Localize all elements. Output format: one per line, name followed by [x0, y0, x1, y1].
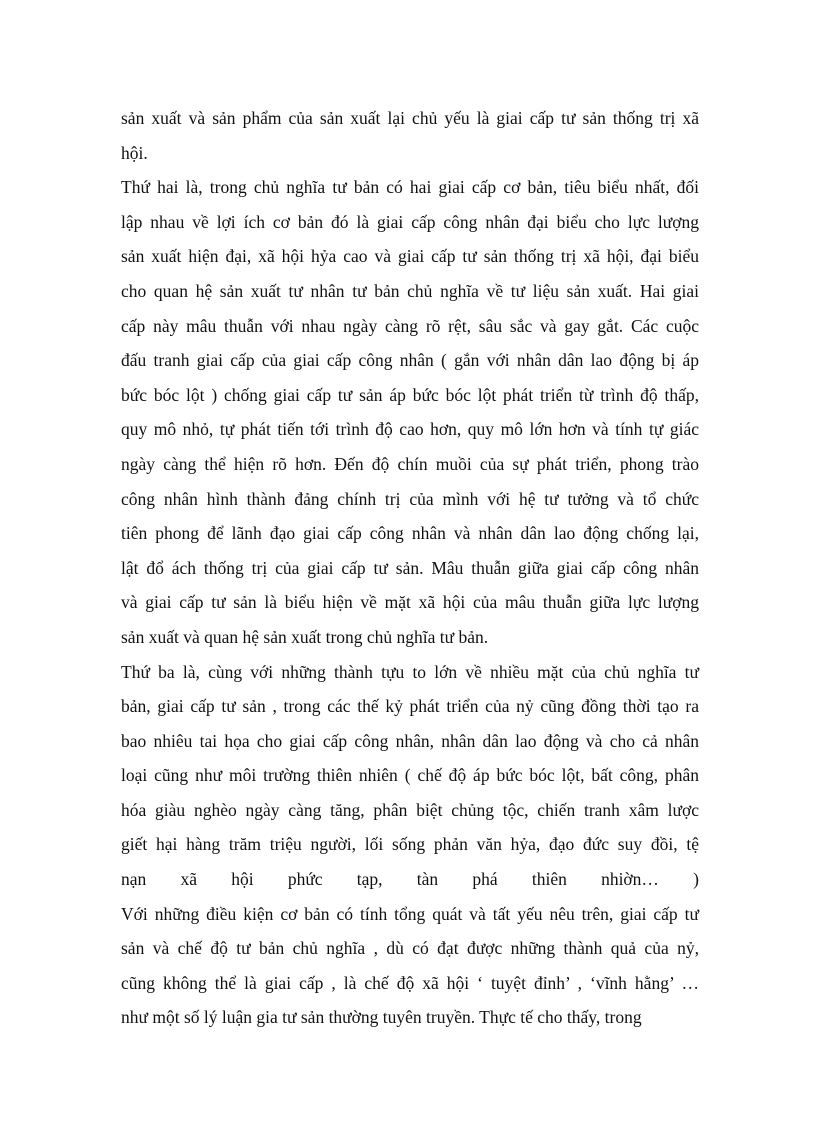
- text-line: Thứ hai là, trong chủ nghĩa tư bản có hai giai cấp cơ bản, tiêu biểu nhất, đối: [121, 177, 699, 198]
- text-line: lập nhau về lợi ích cơ bản đó là giai cấp công nhân đại biểu cho lực lượng: [121, 211, 699, 232]
- text-line: bức bóc lột ) chống giai cấp tư sản áp bức bóc lột phát triển từ trình độ thấp,: [121, 384, 699, 405]
- text-line: và giai cấp tư sản là biểu hiện về mặt xã hội của mâu thuẫn giữa lực lượng: [121, 592, 699, 613]
- text-line: sản và chế độ tư bản chủ nghĩa , dù có đạt được những thành quả của nỷ,: [121, 938, 699, 959]
- text-line: đấu tranh giai cấp của giai cấp công nhân ( gắn với nhân dân lao động bị áp: [121, 350, 699, 371]
- text-line: giết hại hàng trăm triệu người, lối sống phản văn hỷa, đạo đức suy đồi, tệ: [121, 834, 699, 855]
- text-line: hội.: [121, 142, 148, 163]
- text-line: cũng không thể là giai cấp , là chế độ xã hội ‘ tuyệt đỉnh’ , ‘vĩnh hằng’ …: [121, 972, 699, 993]
- text-line: nạn xã hội phức tạp, tàn phá thiên nhiờn… ): [121, 869, 699, 890]
- text-line: lật đổ ách thống trị của giai cấp tư sản. Mâu thuẫn giữa giai cấp công nhân: [121, 557, 699, 578]
- text-line: sản xuất và sản phẩm của sản xuất lại chủ yếu là giai cấp tư sản thống trị xã: [121, 108, 699, 128]
- text-line: bản, giai cấp tư sản , trong các thế kỷ phát triển của nỷ cũng đồng thời tạo ra: [121, 696, 699, 717]
- text-line: Với những điều kiện cơ bản có tính tổng quát và tất yếu nêu trên, giai cấp tư: [121, 903, 699, 924]
- text-line: ngày càng thể hiện rõ hơn. Đến độ chín muồi của sự phát triển, phong trào: [121, 453, 699, 474]
- body-text: [121, 101, 699, 1035]
- text-line: cấp này mâu thuẫn với nhau ngày càng rõ rệt, sâu sắc và gay gắt. Các cuộc: [121, 315, 699, 336]
- text-line: bao nhiêu tai họa cho giai cấp công nhân, nhân dân lao động và cho cả nhân: [121, 730, 699, 751]
- text-line: sản xuất hiện đại, xã hội hỷa cao và giai cấp tư sản thống trị xã hội, đại biểu: [121, 246, 699, 267]
- text-line: Thứ ba là, cùng với những thành tựu to lớn về nhiều mặt của chủ nghĩa tư: [121, 661, 699, 682]
- text-line: hóa giàu nghèo ngày càng tăng, phân biệt chủng tộc, chiến tranh xâm lược: [121, 799, 699, 820]
- text-line: sản xuất và quan hệ sản xuất trong chủ nghĩa tư bản.: [121, 626, 489, 647]
- text-line: loại cũng như môi trường thiên nhiên ( chế độ áp bức bóc lột, bất công, phân: [121, 765, 699, 786]
- text-line: cho quan hệ sản xuất tư nhân tư bản chủ nghĩa về tư liệu sản xuất. Hai giai: [121, 280, 699, 301]
- text-line: tiên phong để lãnh đạo giai cấp công nhân và nhân dân lao động chống lại,: [121, 523, 699, 544]
- text-line: công nhân hình thành đảng chính trị của mình với hệ tư tưởng và tổ chức: [121, 488, 699, 509]
- text-line: quy mô nhỏ, tự phát tiến tới trình độ cao hơn, quy mô lớn hơn và tính tự giác: [121, 419, 699, 440]
- text-line: như một số lý luận gia tư sản thường tuyên truyền. Thực tế cho thấy, trong: [121, 1007, 642, 1028]
